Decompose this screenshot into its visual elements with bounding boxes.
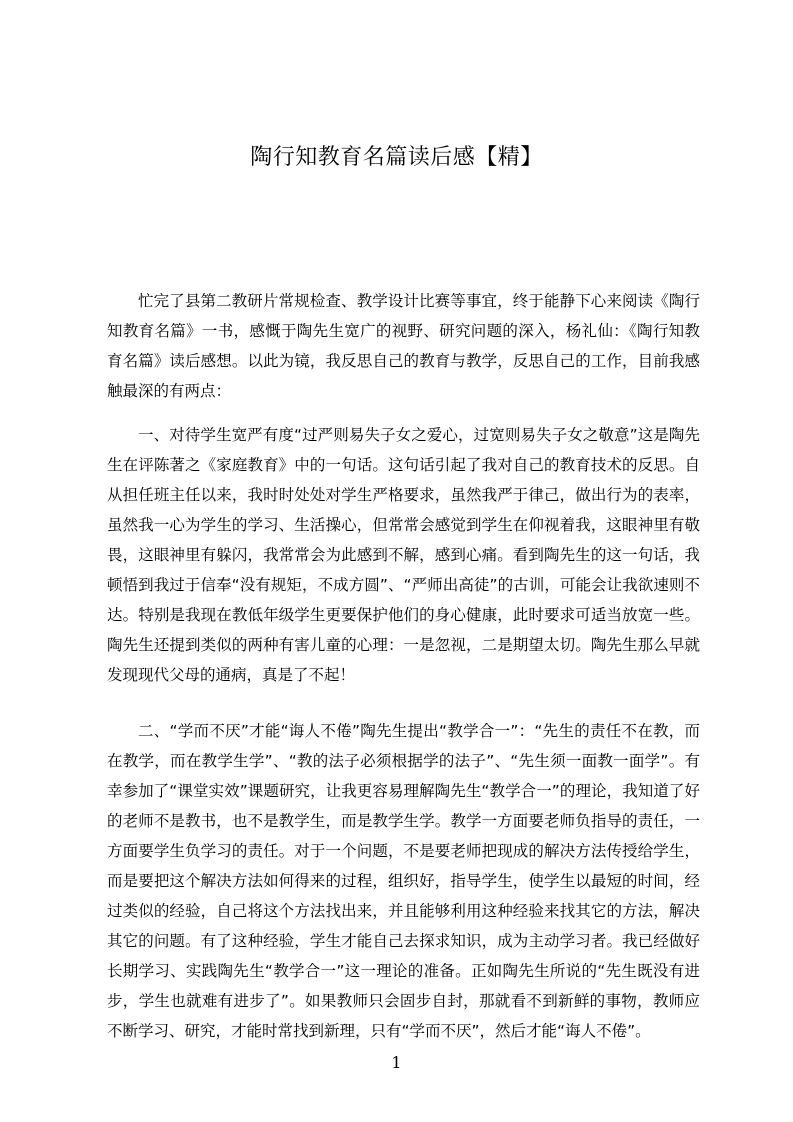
- paragraph-point-one: 一、对待学生宽严有度“过严则易失子女之爱心，过宽则易失子女之敬意”这是陶先生在评陈著之《家庭教育》中的一句话。这句话引起了我对自己的教育技术的反思。自从担任班主任以来，我时时处处对学生严格要求，虽然我严于律己，做出行为的表率，虽然我一心为学生的学习、生活操心，但常常会感觉到学生在仰视着我，这眼神里有敬畏，这眼神里有躲闪，我常常会为此感到不解，感到心痛。看到陶先生的这一句话，我顿悟到我过于信奉“没有规矩，不成方圆”、“严师出高徒”的古训，可能会让我欲速则不达。特别是我现在教低年级学生更要保护他们的身心健康，此时要求可适当放宽一些。陶先生还提到类似的两种有害儿童的心理：一是忽视，二是期望太切。陶先生那么早就发现现代父母的通病，真是了不起！: [107, 426, 700, 684]
- paragraph-intro: 忙完了县第二教研片常规检查、教学设计比赛等事宜，终于能静下心来阅读《陶行知教育名篇》一书，感慨于陶先生宽广的视野、研究问题的深入，杨礼仙：《陶行知教育名篇》读后感想。以此为镜，我反思自己的教育与教学，反思自己的工作，目前我感触最深的有两点：: [107, 292, 700, 400]
- page-number: 1: [391, 1053, 402, 1072]
- document-title: 陶行知教育名篇读后感【精】: [250, 145, 543, 170]
- paragraph-point-two: 二、“学而不厌”才能“诲人不倦”陶先生提出“教学合一”：“先生的责任不在教，而在教学，而在教学生学”、“教的法子必须根据学的法子”、“先生须一面教一面学”。有幸参加了“课堂实效”课题研究，让我更容易理解陶先生“教学合一”的理论，我知道了好的老师不是教书，也不是教学生，而是教学生学。教学一方面要老师负指导的责任，一方面要学生负学习的责任。对于一个问题，不是要老师把现成的解决方法传授给学生，而是要把这个解决方法如何得来的过程，组织好，指导学生，使学生以最短的时间，经过类似的经验，自己将这个方法找出来，并且能够利用这种经验来找其它的方法，解决其它的问题。有了这种经验，学生才能自己去探求知识，成为主动学习者。我已经做好长期学习、实践陶先生“教学合一”这一理论的准备。正如陶先生所说的“先生既没有进步，学生也就难有进步了”。如果教师只会固步自封，那就看不到新鲜的事物，教师应不断学习、研究，才能时常找到新理，只有“学而不厌”，然后才能“诲人不倦”。: [107, 722, 700, 1040]
